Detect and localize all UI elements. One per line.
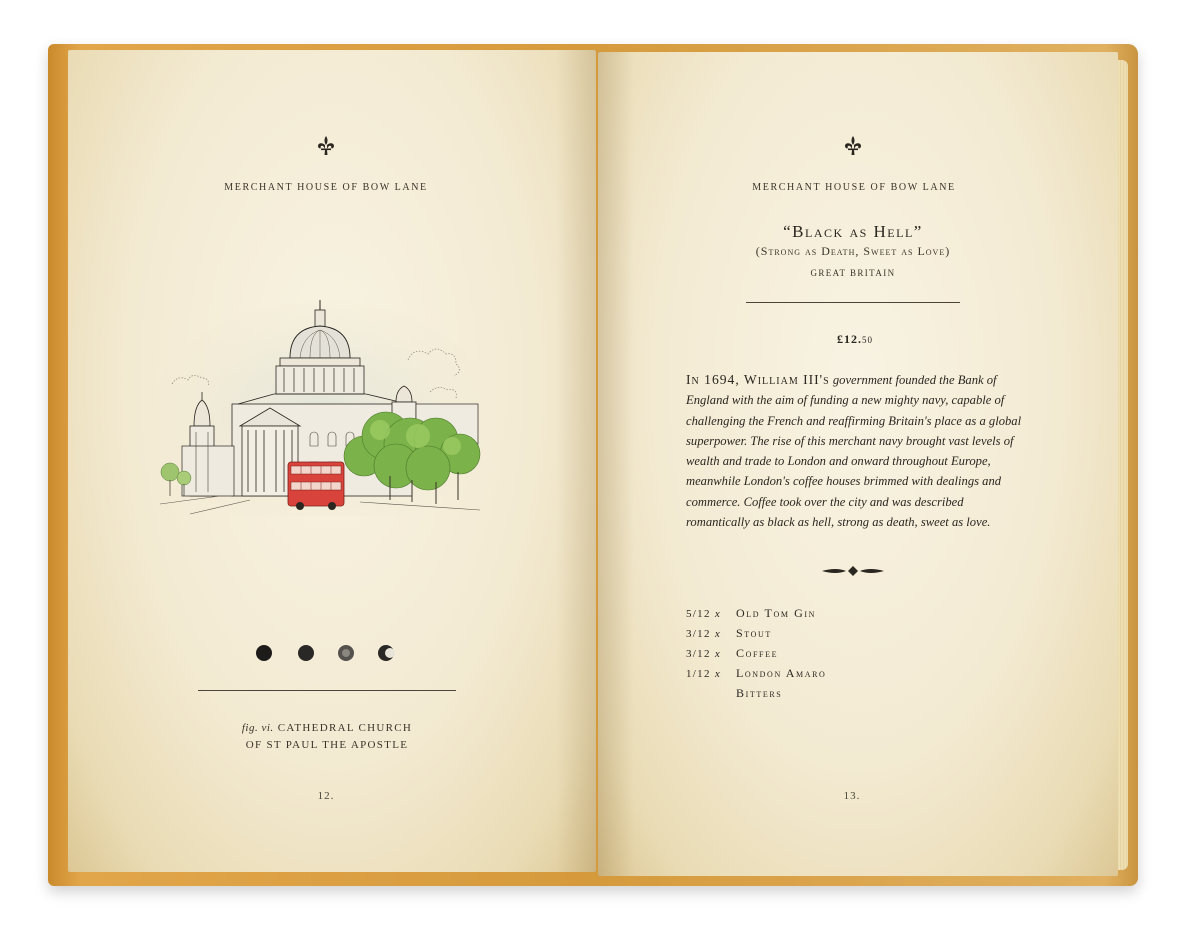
recipe-ingredient: Coffee xyxy=(736,646,779,660)
cocktail-region: GREAT BRITAIN xyxy=(810,268,896,278)
figure-caption xyxy=(196,720,458,754)
caption-fig-label: fig. vi. xyxy=(241,722,274,734)
story-body: government founded the Bank of England with the aim of funding a new mighty navy, capable of challenging the French and reaffirming Britain's place as a global superpower. The rise of this merchant navy brought vast levels of wealth and trade to London and onward throughout Europe, meanwhile London's coffee houses brimmed with dealings and commerce. Coffee took over the city and was described romantically as black as hell, strong as death, sweet as love. xyxy=(686,373,1022,530)
recipe-ingredient: Old Tom Gin xyxy=(736,606,817,620)
recipe-qty: 5/12 xyxy=(686,608,711,620)
recipe-qty: 3/12 xyxy=(686,648,711,660)
recipe-ingredient: London Amaro xyxy=(736,666,827,680)
recipe-qty: 1/12 xyxy=(686,668,711,680)
caption-rule xyxy=(198,690,456,691)
recipe-row xyxy=(686,646,926,666)
recipe-unit: x xyxy=(714,628,722,640)
cocktail-title: “Black as Hell” xyxy=(783,222,923,241)
cocktail-subtitle: (Strong as Death, Sweet as Love) xyxy=(755,244,951,258)
fleur-de-lis-icon xyxy=(314,134,338,158)
recipe-unit: x xyxy=(714,668,722,680)
price-main: £12. xyxy=(837,332,862,346)
fleur-de-lis-icon xyxy=(841,134,865,158)
recipe-ingredient: Stout xyxy=(736,626,772,640)
ink-dots-decoration xyxy=(254,642,396,664)
story-lead-in: In 1694, William III's xyxy=(686,372,830,387)
caption-line-1: CATHEDRAL CHURCH xyxy=(277,722,413,734)
price xyxy=(800,332,910,347)
recipe-row xyxy=(686,666,926,686)
recipe-list xyxy=(686,606,926,706)
recipe-row xyxy=(686,606,926,626)
recipe-ingredient: Bitters xyxy=(736,686,783,700)
recipe-qty: 3/12 xyxy=(686,628,711,640)
running-head-left: MERCHANT HOUSE OF BOW LANE xyxy=(224,182,428,193)
title-rule xyxy=(746,302,960,303)
st-pauls-cathedral-illustration xyxy=(160,296,484,516)
running-head-right: MERCHANT HOUSE OF BOW LANE xyxy=(752,182,956,193)
recipe-row xyxy=(686,686,926,706)
recipe-unit: x xyxy=(714,648,722,660)
page-number-left: 12. xyxy=(317,790,335,802)
flourish-divider-icon xyxy=(820,564,886,578)
price-pence: 50 xyxy=(862,335,873,345)
page-number-right: 13. xyxy=(843,790,861,802)
caption-line-2: OF ST PAUL THE APOSTLE xyxy=(245,739,409,751)
story-paragraph xyxy=(686,370,1026,532)
recipe-row xyxy=(686,626,926,646)
red-bus xyxy=(288,462,344,510)
recipe-unit: x xyxy=(714,608,722,620)
